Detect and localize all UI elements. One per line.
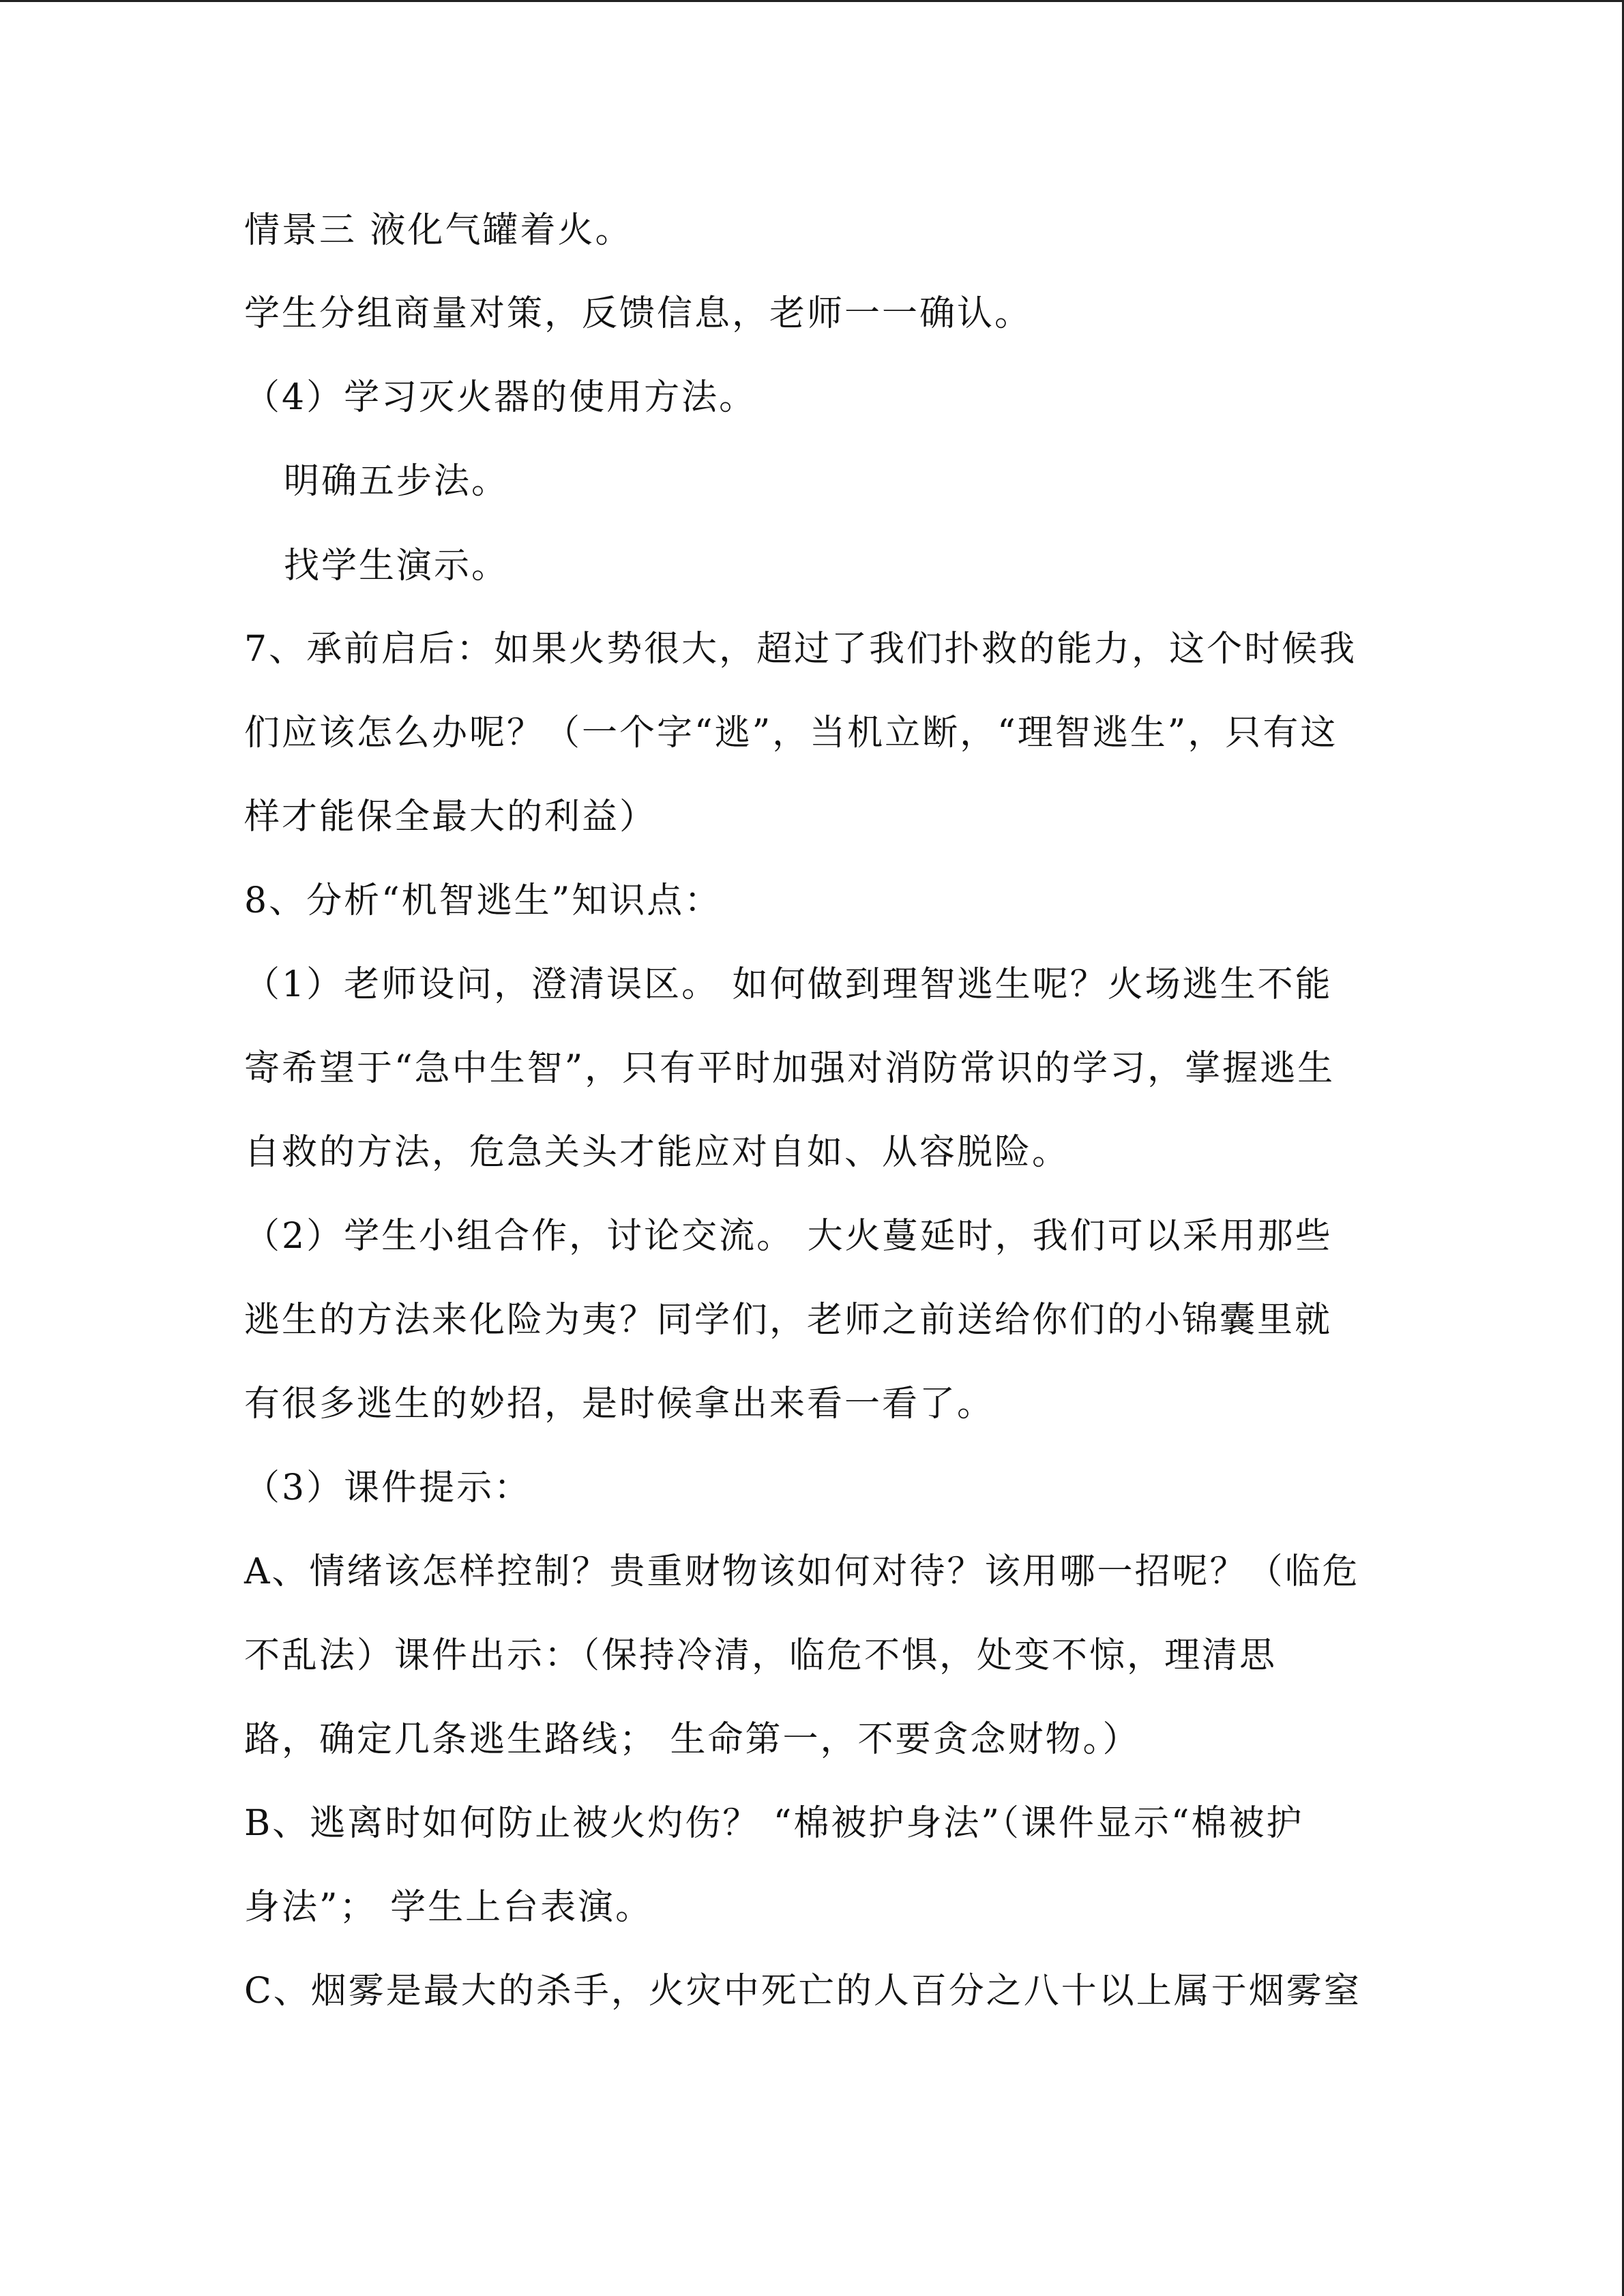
text-line-scenario-three: 情景三 液化气罐着火。: [244, 210, 633, 251]
text-line-sub-1-middle: 寄希望于“急中生智”，只有平时加强对消防常识的学习，掌握逃生: [244, 1048, 1335, 1089]
text-line-student-demo: 找学生演示。: [284, 546, 510, 586]
text-line-point-a-middle: 不乱法）课件出示：（保持冷清，临危不惧，处变不惊，理清思: [244, 1635, 1278, 1676]
text-line-item-7-start: 7、承前启后：如果火势很大，超过了我们扑救的能力，这个时候我: [244, 629, 1357, 670]
page-top-border: [0, 0, 1624, 2]
text-line-point-a-start: A、情绪该怎样控制？贵重财物该如何对待？该用哪一招呢？（临危: [244, 1551, 1360, 1592]
text-line-sub-1-start: （1）老师设问，澄清误区。 如何做到理智逃生呢？火场逃生不能: [244, 964, 1333, 1005]
text-line-point-b-start: B、逃离时如何防止被火灼伤？ “棉被护身法”（课件显示“棉被护: [244, 1803, 1304, 1844]
text-line-sub-1-end: 自救的方法，危急关头才能应对自如、从容脱险。: [244, 1132, 1070, 1173]
text-line-item-7-end: 样才能保全最大的利益）: [244, 796, 658, 837]
text-line-five-steps: 明确五步法。: [284, 461, 510, 502]
text-line-extinguisher-heading: （4）学习灭火器的使用方法。: [244, 377, 757, 418]
text-line-point-c-start: C、烟雾是最大的杀手，火灾中死亡的人百分之八十以上属于烟雾窒: [244, 1971, 1361, 2012]
text-line-item-7-middle: 们应该怎么办呢？（一个字“逃”，当机立断，“理智逃生”，只有这: [244, 713, 1338, 754]
text-line-point-b-end: 身法”； 学生上台表演。: [244, 1887, 653, 1928]
text-line-sub-2-end: 有很多逃生的妙招，是时候拿出来看一看了。: [244, 1384, 995, 1425]
text-line-group-discussion: 学生分组商量对策，反馈信息，老师一一确认。: [244, 293, 1033, 334]
text-line-sub-2-middle: 逃生的方法来化险为夷？同学们，老师之前送给你们的小锦囊里就: [244, 1300, 1333, 1341]
text-line-point-a-end: 路，确定几条逃生路线； 生命第一，不要贪念财物。）: [244, 1719, 1140, 1760]
text-line-sub-3-heading: （3）课件提示：: [244, 1467, 532, 1508]
text-line-sub-2-start: （2）学生小组合作，讨论交流。 大火蔓延时，我们可以采用那些: [244, 1216, 1333, 1257]
text-line-item-8-heading: 8、分析“机智逃生”知识点：: [244, 880, 722, 921]
